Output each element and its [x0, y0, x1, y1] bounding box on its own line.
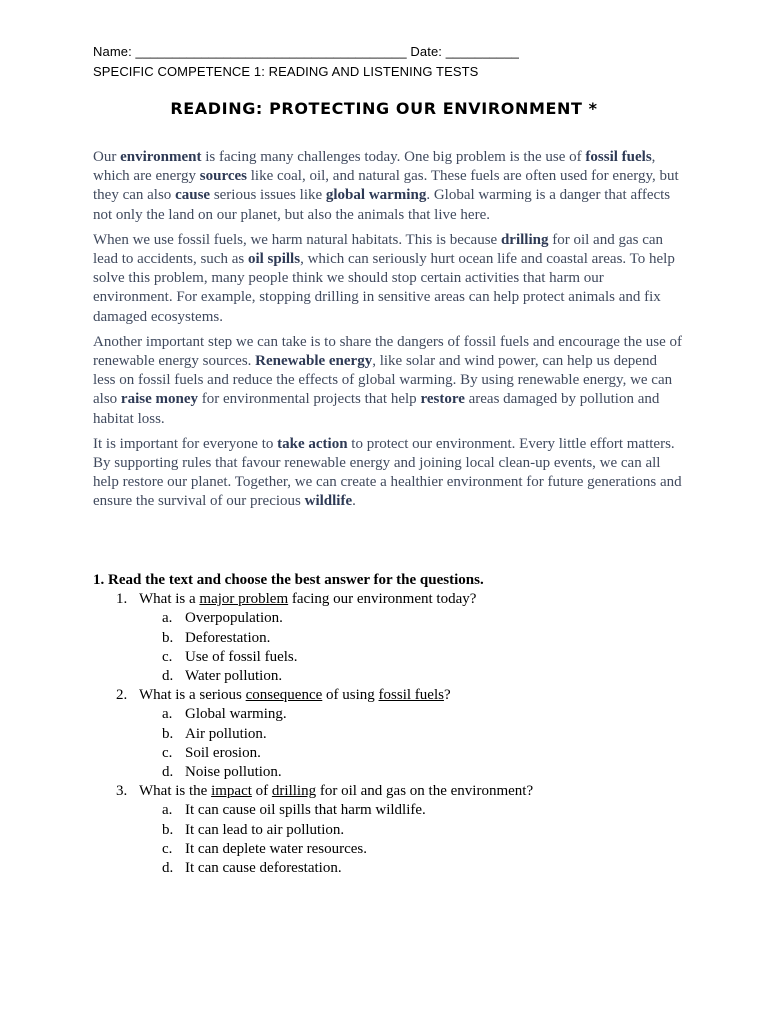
quiz-heading: 1. Read the text and choose the best answer for the questions.: [93, 572, 484, 588]
option-letter: c.: [162, 648, 173, 665]
option[interactable]: [93, 840, 693, 859]
underlined-term: fossil fuels: [378, 687, 444, 704]
text: areas damaged by pollution and habitat loss.: [93, 391, 660, 427]
text: It is important for everyone to: [93, 435, 278, 452]
option-text: It can cause oil spills that harm wildlife.: [185, 802, 426, 819]
question-text: for oil and gas on the environment?: [316, 783, 534, 800]
text: for environmental projects that help: [198, 391, 421, 408]
question-text: of: [251, 783, 272, 800]
paragraph-2: [93, 231, 683, 327]
option-letter: a.: [162, 706, 173, 723]
underlined-term: drilling: [271, 783, 317, 800]
paragraph-4: [93, 435, 683, 512]
paragraph-3: [93, 333, 683, 429]
competence-line: SPECIFIC COMPETENCE 1: READING AND LISTENING TESTS: [93, 64, 479, 79]
keyword: sources: [199, 168, 247, 185]
option-letter: b.: [162, 821, 174, 838]
keyword: wildlife: [304, 493, 353, 510]
text: Our: [93, 149, 121, 165]
text: When we use fossil fuels, we harm natural habitats. This is because: [93, 231, 501, 248]
quiz-section: [93, 571, 693, 878]
keyword: restore: [420, 391, 465, 408]
text: is facing many challenges today. One big problem is the use of: [201, 149, 586, 165]
question-2: [93, 686, 693, 705]
question-text: What is a: [139, 591, 200, 608]
option[interactable]: [93, 859, 693, 878]
option-letter: d.: [162, 668, 174, 685]
keyword: oil spills: [247, 251, 301, 268]
option[interactable]: [93, 609, 693, 628]
text: serious issues like: [210, 187, 326, 204]
option[interactable]: [93, 763, 693, 782]
question-number: 2.: [116, 687, 128, 704]
keyword: Renewable energy: [255, 353, 373, 370]
option-text: Global warming.: [185, 706, 287, 723]
keyword: cause: [175, 187, 211, 204]
option-letter: b.: [162, 629, 174, 646]
option-text: It can deplete water resources.: [185, 840, 367, 857]
option[interactable]: [93, 629, 693, 648]
text: . Global warming is a danger that affects not only the land on our planet, but also the animals that live here.: [93, 187, 671, 223]
text: .: [352, 493, 356, 510]
option[interactable]: [93, 648, 693, 667]
question-text: What is the: [139, 783, 212, 800]
underlined-term: impact: [211, 783, 252, 800]
reading-passage: [93, 148, 683, 518]
option-text: Use of fossil fuels.: [185, 648, 298, 665]
keyword: fossil fuels: [585, 149, 652, 165]
option[interactable]: [93, 821, 693, 840]
option-text: It can cause deforestation.: [185, 860, 342, 877]
keyword: raise money: [120, 391, 198, 408]
text: , which are energy: [93, 149, 656, 185]
option-text: It can lead to air pollution.: [185, 821, 345, 838]
keyword: global warming: [325, 187, 427, 204]
text: for oil and gas can lead to accidents, such as: [93, 231, 664, 268]
question-text: What is a serious: [139, 687, 246, 704]
keyword: environment: [120, 149, 202, 165]
option[interactable]: [93, 744, 693, 763]
name-date-line: Name: _____________________________________ Date: __________: [93, 44, 520, 59]
option-letter: d.: [162, 860, 174, 877]
text: like coal, oil, and natural gas. These fuels are often used for energy, but they can also: [93, 168, 679, 204]
question-3: [93, 782, 693, 801]
option[interactable]: [93, 667, 693, 686]
option-letter: a.: [162, 610, 173, 627]
option-text: Air pollution.: [185, 725, 267, 742]
question-text: ?: [443, 687, 451, 704]
paragraph-1: [93, 148, 683, 225]
option[interactable]: [93, 725, 693, 744]
underlined-term: consequence: [245, 687, 323, 704]
option[interactable]: [93, 801, 693, 820]
option-letter: b.: [162, 725, 174, 742]
options-q1: [93, 609, 693, 686]
underlined-term: major problem: [199, 591, 289, 608]
text: , which can seriously hurt ocean life and coastal areas. To help solve this problem, many people think we should stop certain activities that harm our environment. For example, stopping drilling in sensitive areas can help protect animals and fix damaged ecosystems.: [93, 251, 675, 325]
keyword: take action: [277, 435, 348, 452]
question-1: [93, 590, 693, 609]
text: , like solar and wind power, can help us depend less on fossil fuels and reduce the effects of global warming. By using renewable energy, we can also: [93, 353, 673, 408]
option-text: Deforestation.: [185, 629, 271, 646]
question-number: 3.: [116, 783, 128, 800]
option-letter: a.: [162, 802, 173, 819]
option-letter: d.: [162, 764, 174, 781]
options-q2: [93, 705, 693, 782]
options-q3: [93, 801, 693, 878]
question-text: of using: [322, 687, 379, 704]
keyword: drilling: [500, 231, 549, 248]
option-text: Soil erosion.: [185, 744, 261, 761]
option-letter: c.: [162, 744, 173, 761]
text: Another important step we can take is to share the dangers of fossil fuels and encourage the use of renewable energy sources.: [93, 333, 682, 370]
question-number: 1.: [116, 591, 128, 608]
option-letter: c.: [162, 840, 173, 857]
option[interactable]: [93, 705, 693, 724]
option-text: Noise pollution.: [185, 764, 282, 781]
question-text: facing our environment today?: [288, 591, 477, 608]
page-title: READING: PROTECTING OUR ENVIRONMENT *: [170, 99, 598, 118]
option-text: Overpopulation.: [185, 610, 283, 627]
option-text: Water pollution.: [185, 668, 283, 685]
text: to protect our environment. Every little effort matters. By supporting rules that favour renewable energy and joining local clean-up events, we can all help restore our planet. Together, we can create a healthier environment for future generations and ensure the survival of our precious: [93, 435, 682, 510]
